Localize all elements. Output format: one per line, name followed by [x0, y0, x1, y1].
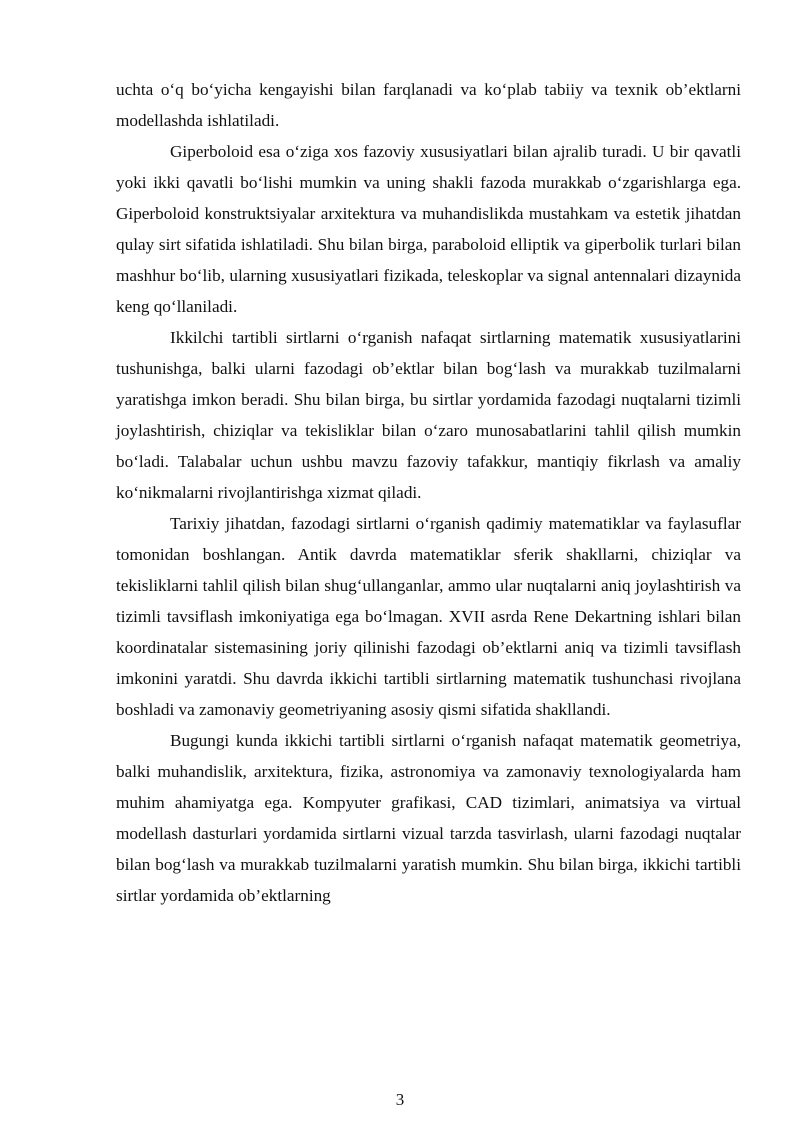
document-body — [116, 74, 741, 911]
paragraph-today: Bugungi kunda ikkichi tartibli sirtlarni o‘rganish nafaqat matematik geometriya, balki muhandislik, arxitektura, fizika, astronomiya va zamonaviy texnologiyalarda ham muhim ahamiyatga ega. Kompyuter grafikasi, CAD tizimlari, animatsiya va virtual modellash dasturlari yordamida sirtlarni vizual tarzda tasvirlash, ularni fazodagi nuqtalar bilan bog‘lash va murakkab tuzilmalarni yaratish mumkin. Shu bilan birga, ikkichi tartibli sirtlar yordamida ob’ektlarning — [116, 731, 741, 905]
page-number: 3 — [395, 1090, 405, 1109]
paragraph-history: Tarixiy jihatdan, fazodagi sirtlarni o‘rganish qadimiy matematiklar va faylasuflar tomonidan boshlangan. Antik davrda matematiklar sferik shakllarni, chiziqlar va tekisliklarni tahlil qilish bilan shug‘ullanganlar, ammo ular nuqtalarni aniq joylashtirish va tizimli tavsiflash imkoniyatiga ega bo‘lmagan. XVII asrda Rene Dekartning ishlari bilan koordinatalar sistemasining joriy qilinishi fazodagi ob’ektlarni aniq va tizimli tavsiflash imkonini yaratdi. Shu davrda ikkichi tartibli sirtlarning matematik tushunchasi rivojlana boshladi va zamonaviy geometriyaning asosiy qismi sifatida shakllandi. — [116, 514, 741, 719]
paragraph-second-order-surfaces: Ikkilchi tartibli sirtlarni o‘rganish nafaqat sirtlarning matematik xususiyatlarini tushunishga, balki ularni fazodagi ob’ektlar bilan bog‘lash va murakkab tuzilmalarni yaratishga imkon beradi. Shu bilan birga, bu sirtlar yordamida fazodagi nuqtalarni tizimli joylashtirish, chiziqlar va tekisliklar bilan o‘zaro munosabatlarini tahlil qilish mumkin bo‘ladi. Talabalar uchun ushbu mavzu fazoviy tafakkur, mantiqiy fikrlash va amaliy ko‘nikmalarni rivojlantirishga xizmat qiladi. — [116, 328, 741, 502]
paragraph-continuation: uchta o‘q bo‘yicha kengayishi bilan farqlanadi va ko‘plab tabiiy va texnik ob’ektlarni modellashda ishlatiladi. — [116, 80, 741, 130]
paragraph-hyperboloid: Giperboloid esa o‘ziga xos fazoviy xususiyatlari bilan ajralib turadi. U bir qavatli yoki ikki qavatli bo‘lishi mumkin va uning shakli fazoda murakkab o‘zgarishlarga ega. Giperboloid konstruktsiyalar arxitektura va muhandislikda mustahkam va estetik jihatdan qulay sirt sifatida ishlatiladi. Shu bilan birga, paraboloid elliptik va giperbolik turlari bilan mashhur bo‘lib, ularning xususiyatlari fizikada, teleskoplar va signal antennalari dizaynida keng qo‘llaniladi. — [116, 142, 741, 316]
